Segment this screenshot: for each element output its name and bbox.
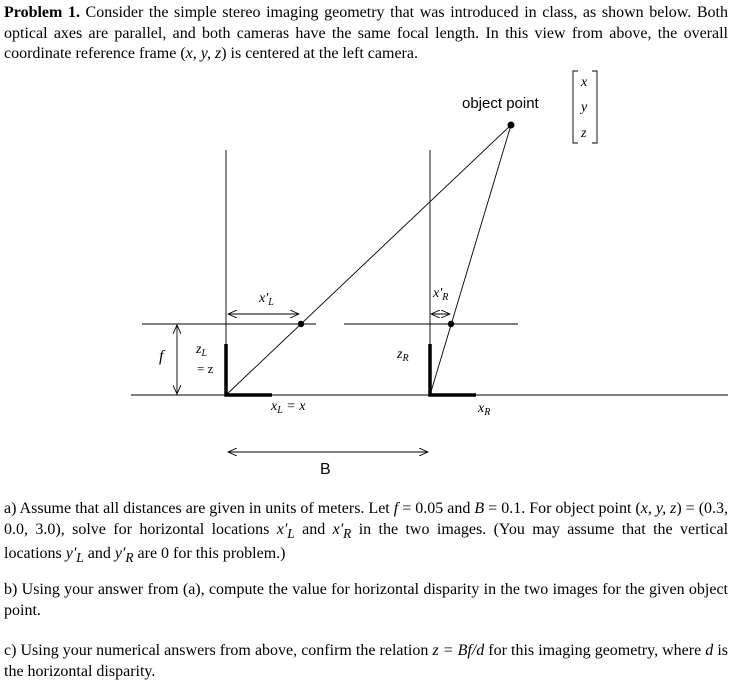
intro-text-1: Consider the simple stereo imaging geometry that was introduced in class, as shown below. Both optical axes are parallel, and both cameras have the same focal length. In this view from above, the overall coordinate reference frame ( [4, 4, 728, 62]
left-ray [226, 125, 511, 395]
question-c: c) Using your numerical answers from above, confirm the relation z = Bf/d for this imaging geometry, where d is the horizontal disparity. [4, 642, 729, 680]
xR-prime-label: $x'_R$ [433, 286, 449, 303]
object-point-marker [508, 122, 515, 129]
right-image-point [448, 321, 454, 327]
question-a: a) Assume that all distances are given in units of meters. Let f = 0.05 and B = 0.1. For object point (x, y, z) = (0.3, 0.0, 3.0), solve for horizontal locations $x'_L$ and $x'_R$ in the two images. (You may assume that the vertical locations $y'_L$ and $y'_R$ are 0 for this problem.) [4, 500, 729, 566]
vector-y: y [581, 100, 588, 115]
right-camera-frame [430, 344, 476, 395]
xL-prime-label: $x'_L$ [259, 291, 274, 308]
vector-x: x [581, 75, 588, 90]
xL-axis-label: $x_L = x$ [271, 399, 306, 416]
object-point-label: object point [462, 95, 539, 112]
problem-heading: Problem 1. [4, 4, 80, 21]
zL-label: $z_L$ [196, 342, 208, 359]
left-image-point [298, 321, 304, 327]
right-ray [430, 125, 511, 395]
xR-axis-label: $x_R$ [478, 401, 491, 418]
focal-length-label: f [159, 348, 164, 365]
vector-z: z [581, 126, 587, 141]
left-camera-frame [226, 344, 272, 395]
object-point-vector [573, 71, 597, 143]
zR-label: $z_R$ [397, 347, 409, 364]
intro-coords: x, y, z [185, 45, 222, 62]
zL-equals-z-label: = z [197, 361, 214, 376]
question-b: b) Using your answer from (a), compute the value for horizontal disparity in the two images for the given object point. [4, 581, 728, 619]
baseline-B-label: B [320, 461, 331, 478]
intro-text-2: ) is centered at the left camera. [221, 45, 418, 62]
